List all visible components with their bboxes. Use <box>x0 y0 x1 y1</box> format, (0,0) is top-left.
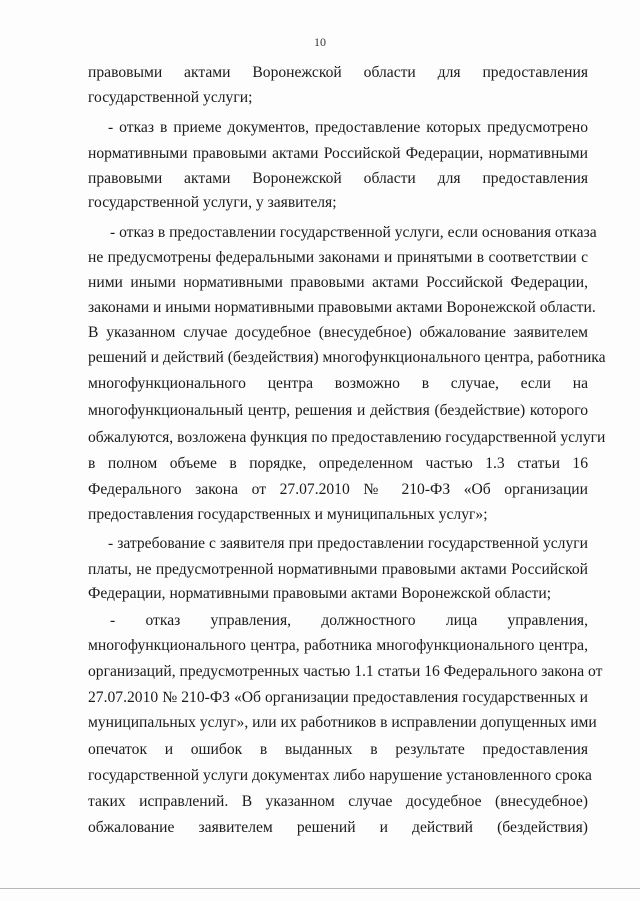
text-line: государственной услуги документах либо нарушение установленного срока <box>88 767 592 784</box>
text-line: законами и иными нормативными правовыми актами Воронежской области. <box>88 299 596 316</box>
page-bottom-edge <box>0 888 640 889</box>
text-line: ними иными нормативными правовыми актами Российской Федерации, <box>88 274 588 291</box>
text-line: Федерального закона от 27.07.2010 № 210-ФЗ «Об организации <box>88 481 588 498</box>
text-line: обжалование заявителем решений и действий (бездействия) <box>88 819 588 836</box>
text-line: платы, не предусмотренной нормативными правовыми актами Российской <box>88 561 588 578</box>
text-line: В указанном случае досудебное (внесудебное) обжалование заявителем <box>88 324 588 341</box>
text-line: 27.07.2010 № 210-ФЗ «Об организации предоставления государственных и <box>88 689 588 706</box>
text-line: многофункциональный центр, решения и действия (бездействие) которого <box>88 402 588 419</box>
text-line: - отказ в приеме документов, предоставление которых предусмотрено <box>108 119 588 136</box>
text-line: в полном объеме в порядке, определенном частью 1.3 статьи 16 <box>88 455 588 472</box>
text-line: обжалуются, возложена функция по предоставлению государственной услуги <box>88 429 606 446</box>
text-line: государственной услуги; <box>88 89 253 106</box>
text-line: - затребование с заявителя при предоставлении государственной услуги <box>108 535 588 552</box>
text-line: муниципальных услуг», или их работников в исправлении допущенных ими <box>88 714 597 731</box>
page-number: 10 <box>314 35 326 49</box>
text-line: правовыми актами Воронежской области для предоставления <box>88 170 588 187</box>
text-line: - отказ управления, должностного лица управления, <box>110 612 588 629</box>
text-line: опечаток и ошибок в выданных в результате предоставления <box>88 741 588 758</box>
text-line: нормативными правовыми актами Российской Федерации, нормативными <box>88 145 588 162</box>
text-line: Федерации, нормативными правовыми актами Воронежской области; <box>88 585 552 602</box>
text-line: предоставления государственных и муниципальных услуг»; <box>88 506 488 523</box>
text-line: организаций, предусмотренных частью 1.1 статьи 16 Федерального закона от <box>88 663 603 680</box>
text-line: решений и действий (бездействия) многофункционального центра, работника <box>88 349 606 366</box>
text-line: - отказ в предоставлении государственной услуги, если основания отказа <box>110 224 597 241</box>
text-line: правовыми актами Воронежской области для предоставления <box>88 64 588 81</box>
text-line: многофункционального центра возможно в случае, если на <box>88 375 588 392</box>
text-line: не предусмотрены федеральными законами и принятыми в соответствии с <box>88 249 588 266</box>
text-line: таких исправлений. В указанном случае досудебное (внесудебное) <box>88 793 588 810</box>
text-line: многофункционального центра, работника многофункционального центра, <box>88 637 588 654</box>
text-line: государственной услуги, у заявителя; <box>88 194 337 211</box>
